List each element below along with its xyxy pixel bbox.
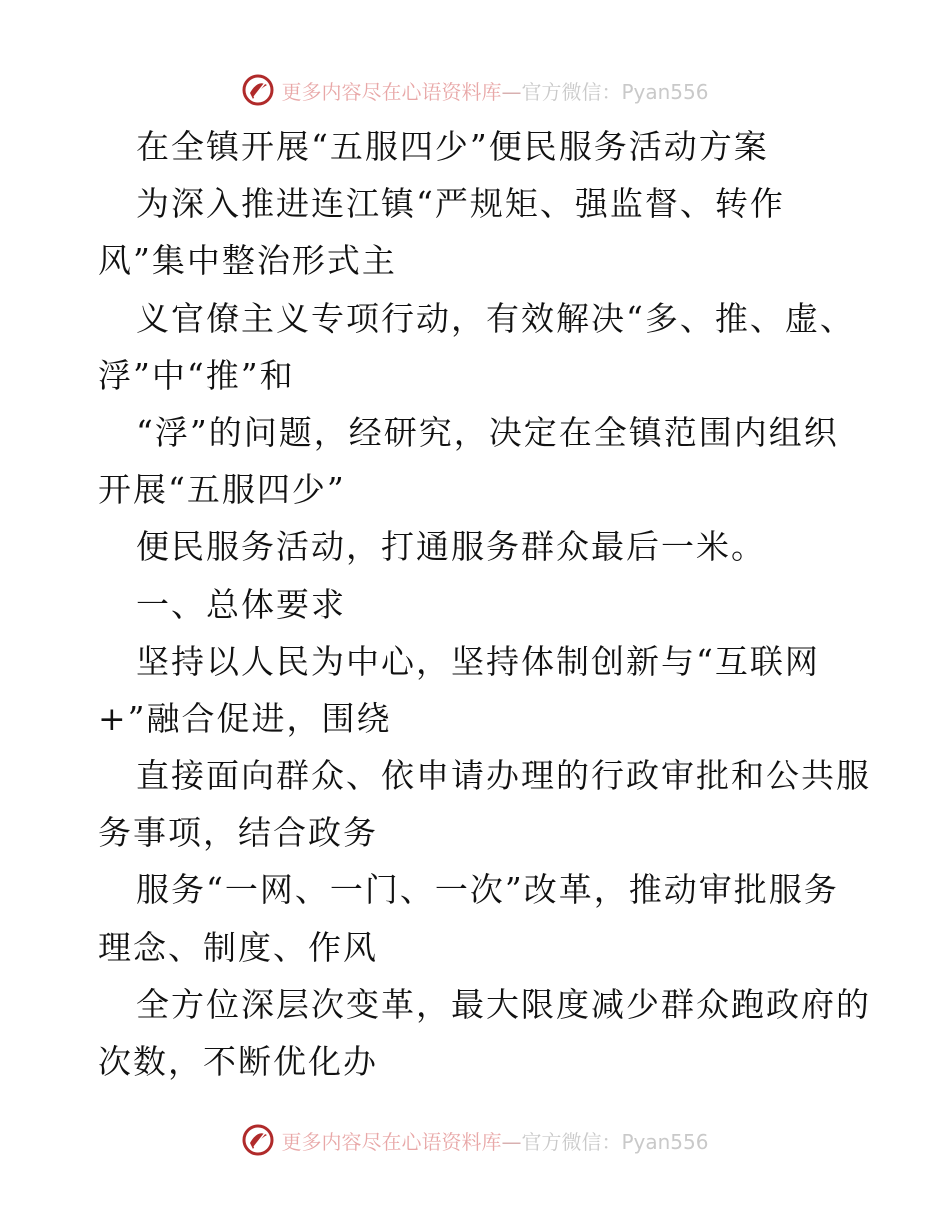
- document-body: [98, 118, 871, 1090]
- paragraph-line: 全方位深层次变革，最大限度减少群众跑政府的: [136, 984, 871, 1024]
- paragraph-line: 为深入推进连江镇“严规矩、强监督、转作: [136, 184, 785, 224]
- logo-icon: [241, 1123, 275, 1157]
- paragraph-line: +”融合促进，围绕: [98, 698, 392, 738]
- watermark-banner-bottom: [0, 1120, 950, 1160]
- paragraph-line: 便民服务活动，打通服务群众最后一米。: [136, 527, 766, 567]
- paragraph-line: 服务“一网、一门、一次”改革，推动审批服务: [136, 870, 839, 910]
- watermark-separator-bottom: —: [501, 1129, 522, 1154]
- paragraph-line: 义官僚主义专项行动，有效解决“多、推、虚、: [136, 298, 855, 338]
- watermark-promo-top: 更多内容尽在心语资料库: [281, 79, 502, 104]
- watermark-banner-top: [0, 70, 950, 110]
- watermark-text-top: [281, 76, 708, 105]
- logo-icon: [241, 73, 275, 107]
- paragraph-line: 浮”中“推”和: [98, 355, 295, 395]
- watermark-promo-bottom: 更多内容尽在心语资料库: [281, 1129, 502, 1154]
- paragraph-line: 坚持以人民为中心，坚持体制创新与“互联网: [136, 641, 820, 681]
- paragraph-line: 直接面向群众、依申请办理的行政审批和公共服: [136, 756, 871, 796]
- paragraph-line: 在全镇开展“五服四少”便民服务活动方案: [136, 127, 769, 166]
- paragraph-line: 次数，不断优化办: [98, 1042, 378, 1081]
- watermark-contact-bottom: 官方微信：Pyan556: [521, 1129, 709, 1154]
- watermark-contact-top: 官方微信：Pyan556: [521, 79, 709, 104]
- watermark-separator-top: —: [501, 79, 522, 104]
- paragraph-line: 一、总体要求: [136, 584, 346, 624]
- paragraph-line: 开展“五服四少”: [98, 470, 346, 510]
- paragraph-line: 理念、制度、作风: [98, 927, 378, 967]
- watermark-text-bottom: [281, 1126, 708, 1155]
- paragraph-line: 务事项，结合政务: [98, 813, 378, 853]
- paragraph-line: “浮”的问题，经研究，决定在全镇范围内组织: [136, 412, 839, 452]
- paragraph-line: 风”集中整治形式主: [98, 241, 397, 281]
